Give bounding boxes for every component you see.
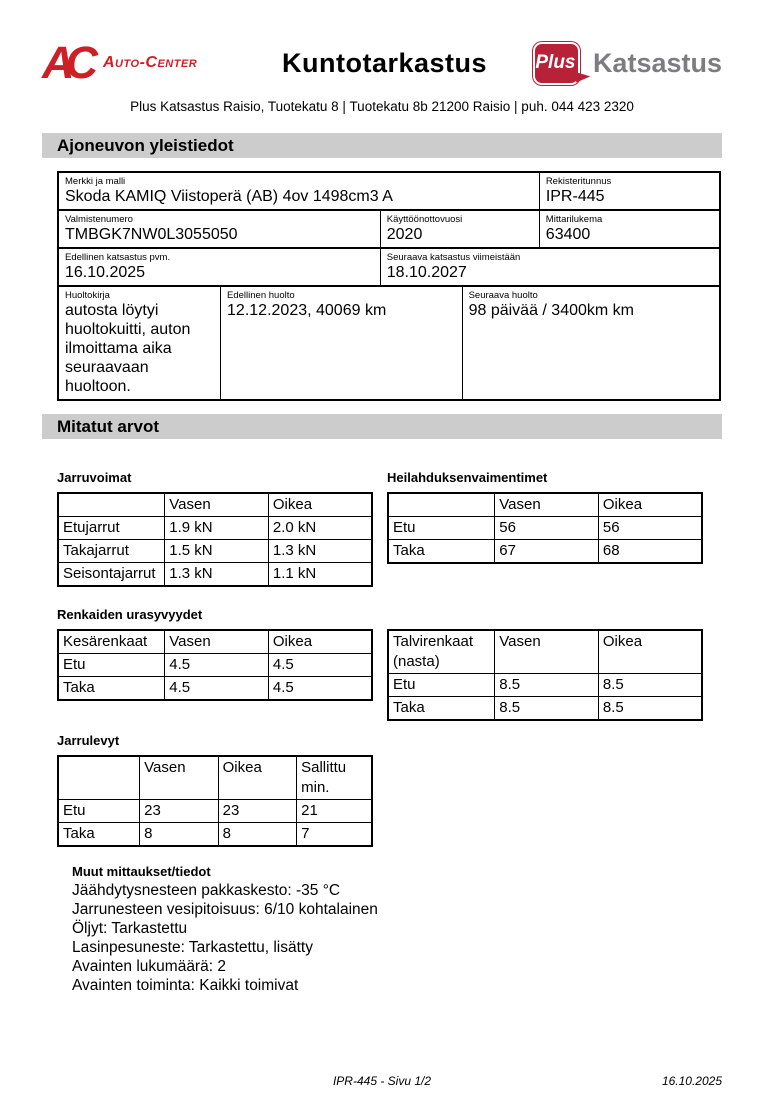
header-cell: Vasen (165, 493, 269, 517)
value-cell: 67 (495, 540, 599, 564)
auto-center-logo-text: Auto-Center (103, 54, 198, 71)
value-cell: 56 (598, 517, 702, 540)
row-label: Seisontajarrut (58, 563, 165, 587)
header-cell (58, 756, 140, 800)
field-value: autosta löytyi huoltokuitti, auton ilmoittama aika seuraavaan huoltoon. (65, 302, 191, 395)
field-label: Valmistenumero (65, 214, 133, 225)
footer-page-number: IPR-445 - Sivu 1/2 (332, 1074, 432, 1088)
row-label: Etu (58, 654, 165, 677)
row-label: Takajarrut (58, 540, 165, 563)
header-cell: Sallittu min. (297, 756, 372, 800)
header-cell: Oikea (218, 756, 297, 800)
table-row (388, 517, 702, 540)
table-row (58, 677, 372, 701)
table-row (388, 674, 702, 697)
row-label: Taka (58, 677, 165, 701)
table-header-row (58, 630, 372, 654)
header-cell: Oikea (268, 630, 372, 654)
winter-tires-table (387, 629, 703, 721)
cell-previous-inspection (59, 249, 380, 285)
page-title: Kuntotarkastus (281, 47, 488, 78)
cell-first-use-year (380, 211, 539, 247)
table-row (59, 247, 719, 285)
table-row (58, 800, 372, 823)
report-header (42, 38, 722, 88)
field-value: 63400 (545, 226, 591, 243)
value-cell: 8 (218, 823, 297, 847)
other-measurements-section (72, 864, 721, 995)
key-function: Avainten toiminta: Kaikki toimivat (72, 977, 299, 994)
plus-bubble-text: Plus (535, 52, 576, 73)
cell-next-service (462, 287, 719, 399)
measurements-area (57, 470, 721, 995)
tire-tread-title: Renkaiden urasyvyydet (57, 607, 203, 622)
brake-discs-title: Jarrulevyt (57, 733, 120, 748)
table-row (58, 823, 372, 847)
cell-odometer (539, 211, 719, 247)
field-value: 18.10.2027 (386, 264, 467, 281)
field-label: Mittarilukema (545, 214, 603, 225)
cell-previous-service (220, 287, 462, 399)
table-row (59, 285, 719, 399)
plus-bubble-tail-icon (574, 68, 591, 82)
value-cell: 1.5 kN (165, 540, 269, 563)
field-value: 98 päivää / 3400km km (468, 302, 634, 319)
field-label: Seuraava huolto (468, 290, 538, 301)
vehicle-info-table (57, 171, 721, 401)
page-footer (42, 1074, 722, 1088)
table-header-row (388, 630, 702, 674)
header-cell: Oikea (268, 493, 372, 517)
value-cell: 4.5 (165, 677, 269, 701)
field-value: 12.12.2023, 40069 km (227, 302, 387, 319)
value-cell: 56 (495, 517, 599, 540)
value-cell: 8.5 (495, 674, 599, 697)
value-cell: 8 (140, 823, 219, 847)
cell-next-inspection (380, 249, 719, 285)
value-cell: 1.3 kN (165, 563, 269, 587)
table-row (59, 173, 719, 209)
auto-center-logo (42, 36, 198, 88)
value-cell: 4.5 (268, 654, 372, 677)
header-cell: Oikea (598, 493, 702, 517)
table-row (58, 540, 372, 563)
plus-katsastus-logo (533, 42, 722, 85)
washer-fluid-status: Lasinpesuneste: Tarkastettu, lisätty (72, 939, 313, 956)
plus-bubble-icon (533, 42, 580, 85)
header-cell: Oikea (598, 630, 702, 674)
table-row (58, 654, 372, 677)
cell-registration (539, 173, 719, 209)
cell-make-model (59, 173, 539, 209)
field-value: TMBGK7NW0L3055050 (65, 226, 238, 243)
field-label: Edellinen huolto (227, 290, 295, 301)
row-label: Taka (388, 697, 495, 721)
summer-tires-table (57, 629, 373, 701)
table-row (388, 697, 702, 721)
brake-fluid-water-content: Jarrunesteen vesipitoisuus: 6/10 kohtalainen (72, 901, 378, 918)
value-cell: 1.9 kN (165, 517, 269, 540)
field-value: Skoda KAMIQ Viistoperä (AB) 4ov 1498cm3 A (65, 188, 393, 205)
field-label: Edellinen katsastus pvm. (65, 252, 171, 263)
coolant-frost-resistance: Jäähdytysnesteen pakkaskesto: -35 °C (72, 882, 341, 899)
field-value: 16.10.2025 (65, 264, 146, 281)
field-value: 2020 (386, 226, 423, 243)
plus-katsastus-logo-text: Katsastus (592, 47, 722, 78)
table-row (58, 563, 372, 587)
field-label: Rekisteritunnus (545, 176, 612, 187)
section-header-measured-values: Mitatut arvot (42, 414, 722, 439)
table-header-row (388, 493, 702, 517)
section-header-general-info: Ajoneuvon yleistiedot (42, 133, 722, 158)
row-label: Etu (58, 800, 140, 823)
value-cell: 1.3 kN (268, 540, 372, 563)
field-value: IPR-445 (545, 188, 605, 205)
value-cell: 4.5 (165, 654, 269, 677)
header-cell: Talvirenkaat (nasta) (388, 630, 495, 674)
brake-forces-table (57, 492, 373, 587)
header-cell: Vasen (165, 630, 269, 654)
cell-vin (59, 211, 380, 247)
header-cell: Vasen (140, 756, 219, 800)
value-cell: 21 (297, 800, 372, 823)
row-label: Etu (388, 674, 495, 697)
brake-forces-title: Jarruvoimat (57, 470, 132, 485)
field-label: Huoltokirja (65, 290, 110, 301)
header-cell: Vasen (495, 493, 599, 517)
value-cell: 8.5 (495, 697, 599, 721)
inspection-report-page (0, 38, 764, 995)
row-label: Etujarrut (58, 517, 165, 540)
field-label: Merkki ja malli (65, 176, 126, 187)
field-label: Seuraava katsastus viimeistään (386, 252, 521, 263)
table-header-row (58, 756, 372, 800)
table-header-row (58, 493, 372, 517)
oils-status: Öljyt: Tarkastettu (72, 920, 188, 937)
value-cell: 1.1 kN (268, 563, 372, 587)
row-label: Taka (58, 823, 140, 847)
header-cell: Vasen (495, 630, 599, 674)
value-cell: 23 (218, 800, 297, 823)
value-cell: 68 (598, 540, 702, 564)
header-cell (58, 493, 165, 517)
key-count: Avainten lukumäärä: 2 (72, 958, 226, 975)
footer-date: 16.10.2025 (661, 1074, 722, 1088)
shock-absorbers-title: Heilahduksenvaimentimet (387, 470, 548, 485)
table-row (388, 540, 702, 564)
value-cell: 7 (297, 823, 372, 847)
value-cell: 2.0 kN (268, 517, 372, 540)
brake-discs-table (57, 755, 373, 847)
row-label: Taka (388, 540, 495, 564)
cell-service-book (59, 287, 220, 399)
value-cell: 4.5 (268, 677, 372, 701)
station-address: Plus Katsastus Raisio, Tuotekatu 8 | Tuotekatu 8b 21200 Raisio | puh. 044 423 2320 (130, 99, 634, 114)
row-label: Etu (388, 517, 495, 540)
table-row (59, 209, 719, 247)
other-measurements-title: Muut mittaukset/tiedot (72, 864, 211, 879)
field-label: Käyttöönottovuosi (386, 214, 463, 225)
shock-absorbers-table (387, 492, 703, 564)
value-cell: 8.5 (598, 697, 702, 721)
header-cell: Kesärenkaat (58, 630, 165, 654)
value-cell: 23 (140, 800, 219, 823)
header-cell (388, 493, 495, 517)
auto-center-logo-icon: AC (42, 36, 89, 88)
value-cell: 8.5 (598, 674, 702, 697)
table-row (58, 517, 372, 540)
